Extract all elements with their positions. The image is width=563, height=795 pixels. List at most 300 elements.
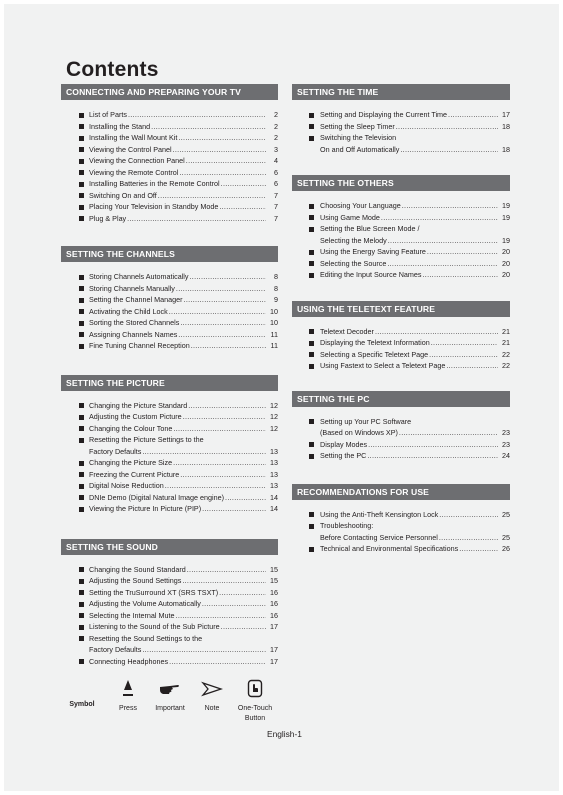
toc-entry-page: 15 <box>270 576 278 585</box>
toc-entry-line <box>320 132 510 144</box>
toc-section <box>61 84 278 224</box>
toc-entry[interactable] <box>61 457 278 469</box>
left-column <box>61 84 278 667</box>
toc-entry-line <box>89 575 278 587</box>
toc-entry[interactable] <box>292 132 510 155</box>
toc-entry[interactable] <box>292 520 510 543</box>
dot-leader <box>178 132 266 144</box>
dot-leader <box>219 201 266 213</box>
toc-entry-page: 12 <box>270 412 278 421</box>
toc-entry-title: Technical and Environmental Specifications <box>320 544 459 553</box>
toc-entry-page: 2 <box>274 121 278 131</box>
dot-leader <box>381 212 498 224</box>
toc-entry-title: Fine Tuning Channel Reception <box>89 341 190 350</box>
square-bullet-icon <box>79 415 84 420</box>
toc-entry-title: Changing the Sound Standard <box>89 564 186 574</box>
dot-leader <box>431 337 498 349</box>
dot-leader <box>387 258 498 270</box>
square-bullet-icon <box>79 602 84 607</box>
toc-entry-title: Viewing the Remote Control <box>89 167 179 177</box>
section-header: CONNECTING AND PREPARING YOUR TV <box>61 84 278 100</box>
toc-entry-line <box>89 190 278 202</box>
toc-entry-line <box>89 340 278 352</box>
toc-entry-line <box>89 306 278 318</box>
toc-entry-page: 20 <box>502 258 510 268</box>
toc-entry[interactable] <box>292 223 510 246</box>
toc-entry-page: 13 <box>270 446 278 456</box>
toc-entry-line <box>89 434 278 446</box>
dot-leader <box>225 492 266 504</box>
section-header: SETTING THE PC <box>292 391 510 407</box>
toc-entry-page: 22 <box>502 361 510 370</box>
toc-entry-line <box>320 223 510 235</box>
dot-leader <box>127 213 266 225</box>
toc-entry-title: Adjusting the Volume Automatically <box>89 599 201 608</box>
toc-entry-line <box>320 439 510 451</box>
dot-leader <box>439 509 498 521</box>
square-bullet-icon <box>309 227 314 232</box>
toc-entry-line <box>89 457 278 469</box>
toc-entry[interactable] <box>292 509 510 521</box>
toc-entry[interactable] <box>61 213 278 225</box>
dot-leader <box>202 503 266 515</box>
toc-entry-page: 18 <box>502 121 510 131</box>
dot-leader <box>439 532 498 544</box>
toc-entry-line <box>89 656 278 668</box>
toc-entry-title: Using the Energy Saving Feature <box>320 247 426 256</box>
toc-entry-title: Freezing the Current Picture <box>89 469 180 479</box>
dot-leader <box>183 411 266 423</box>
toc-entry-title: Teletext Decoder <box>320 326 374 336</box>
note-arrow-icon <box>194 678 230 700</box>
toc-entry-title: Selecting the Source <box>320 258 387 268</box>
toc-entry[interactable] <box>61 621 278 633</box>
square-bullet-icon <box>79 567 84 572</box>
toc-entry[interactable] <box>292 439 510 451</box>
symbol-important <box>148 678 192 714</box>
toc-entry-title: Before Contacting Service Personnel <box>320 532 438 542</box>
toc-section <box>61 539 278 668</box>
square-bullet-icon <box>309 512 314 517</box>
toc-entry[interactable] <box>61 132 278 144</box>
toc-entry[interactable] <box>61 167 278 179</box>
toc-entry[interactable] <box>61 492 278 504</box>
square-bullet-icon <box>309 215 314 220</box>
toc-list <box>61 262 278 352</box>
toc-entry[interactable] <box>61 575 278 587</box>
square-bullet-icon <box>309 113 314 118</box>
toc-entry-page: 13 <box>270 469 278 479</box>
toc-entry-line <box>320 349 510 361</box>
toc-entry-title: Using the Anti-Theft Kensington Lock <box>320 509 439 519</box>
dot-leader <box>142 446 266 458</box>
toc-entry[interactable] <box>292 269 510 281</box>
square-bullet-icon <box>79 461 84 466</box>
toc-entry[interactable] <box>61 294 278 306</box>
toc-entry-page: 7 <box>274 202 278 211</box>
toc-entry-line <box>89 201 278 213</box>
dot-leader <box>367 450 498 462</box>
square-bullet-icon <box>309 273 314 278</box>
toc-entry[interactable] <box>61 155 278 167</box>
toc-entry[interactable] <box>61 201 278 213</box>
square-bullet-icon <box>79 636 84 641</box>
dot-leader <box>202 598 266 610</box>
square-bullet-icon <box>309 124 314 129</box>
toc-entry-page: 17 <box>270 656 278 666</box>
toc-list <box>61 555 278 668</box>
dot-leader <box>186 155 266 167</box>
toc-entry-line <box>89 329 278 341</box>
toc-entry[interactable] <box>61 190 278 202</box>
toc-section <box>292 391 510 462</box>
symbol-one-touch-label-1: One-Touch <box>237 705 273 712</box>
square-bullet-icon <box>79 426 84 431</box>
toc-entry-title: Assigning Channels Names <box>89 329 178 339</box>
square-bullet-icon <box>79 403 84 408</box>
dot-leader <box>187 564 266 576</box>
toc-entry-title: Factory Defaults <box>89 645 142 654</box>
square-bullet-icon <box>79 205 84 210</box>
toc-entry[interactable] <box>61 144 278 156</box>
dot-leader <box>396 121 498 133</box>
toc-entry[interactable] <box>61 480 278 492</box>
toc-entry-title: Choosing Your Language <box>320 201 401 210</box>
dot-leader <box>368 439 498 451</box>
toc-entry-title: Adjusting the Custom Picture <box>89 412 182 421</box>
toc-entry-line <box>89 121 278 133</box>
toc-section <box>292 84 510 155</box>
square-bullet-icon <box>309 524 314 529</box>
toc-entry[interactable] <box>61 317 278 329</box>
toc-entry-line <box>320 326 510 338</box>
toc-entry-title: Installing the Stand <box>89 121 151 131</box>
one-touch-button-icon <box>232 678 278 700</box>
toc-entry-page: 19 <box>502 201 510 210</box>
toc-entry-page: 21 <box>502 338 510 347</box>
toc-entry[interactable] <box>61 503 278 515</box>
symbol-legend <box>62 678 292 728</box>
toc-list <box>292 407 510 462</box>
toc-entry-line <box>89 423 278 435</box>
toc-entry-line <box>320 246 510 258</box>
toc-entry[interactable] <box>61 109 278 121</box>
toc-entry-page: 25 <box>502 532 510 542</box>
square-bullet-icon <box>79 298 84 303</box>
toc-list <box>292 317 510 372</box>
toc-entry[interactable] <box>292 212 510 224</box>
toc-entry-title: Setting the TruSurround XT (SRS TSXT) <box>89 587 219 597</box>
dot-leader <box>142 644 266 656</box>
square-bullet-icon <box>79 147 84 152</box>
toc-entry[interactable] <box>61 121 278 133</box>
toc-entry-page: 14 <box>270 504 278 513</box>
toc-entry-page: 7 <box>274 190 278 200</box>
toc-entry-title: Troubleshooting: <box>320 521 374 530</box>
toc-entry-title: Plug & Play <box>89 213 127 223</box>
dot-leader <box>165 480 266 492</box>
toc-entry[interactable] <box>61 178 278 190</box>
toc-entry-line <box>89 564 278 576</box>
square-bullet-icon <box>309 419 314 424</box>
symbol-one-touch-label-2: Button <box>244 715 266 722</box>
toc-entry[interactable] <box>61 610 278 622</box>
toc-entry-page: 9 <box>274 295 278 304</box>
toc-entry-line <box>89 294 278 306</box>
toc-entry-page: 17 <box>270 622 278 631</box>
toc-entry[interactable] <box>61 587 278 599</box>
toc-entry[interactable] <box>292 121 510 133</box>
right-column <box>292 84 510 555</box>
square-bullet-icon <box>79 625 84 630</box>
toc-entry-line <box>320 200 510 212</box>
toc-entry-line <box>89 109 278 121</box>
toc-entry-page: 17 <box>502 110 510 119</box>
dot-leader <box>180 317 266 329</box>
toc-entry-line <box>89 446 278 458</box>
symbol-important-label: Important <box>155 705 185 712</box>
dot-leader <box>128 109 266 121</box>
toc-entry-page: 18 <box>502 144 510 154</box>
toc-entry-title: Resetting the Picture Settings to the <box>89 435 204 444</box>
toc-entry-title: Setting the Sleep Timer <box>320 121 395 131</box>
square-bullet-icon <box>309 454 314 459</box>
toc-entry-line <box>89 400 278 412</box>
toc-entry-title: Adjusting the Sound Settings <box>89 576 182 585</box>
toc-entry-line <box>320 212 510 224</box>
square-bullet-icon <box>309 136 314 141</box>
toc-entry-page: 3 <box>274 144 278 154</box>
toc-entry-line <box>320 337 510 349</box>
section-header: SETTING THE TIME <box>292 84 510 100</box>
toc-entry[interactable] <box>292 450 510 462</box>
toc-entry-page: 17 <box>270 645 278 654</box>
toc-entry[interactable] <box>292 349 510 361</box>
toc-entry[interactable] <box>292 337 510 349</box>
toc-entry-title: DNIe Demo (Digital Natural Image engine) <box>89 492 225 502</box>
toc-entry-title: Changing the Picture Size <box>89 458 173 467</box>
toc-entry[interactable] <box>292 109 510 121</box>
toc-entry-title: Placing Your Television in Standby Mode <box>89 202 219 211</box>
square-bullet-icon <box>309 442 314 447</box>
toc-entry-title: Sorting the Stored Channels <box>89 318 180 327</box>
toc-entry-title: Digital Noise Reduction <box>89 481 164 490</box>
toc-entry-title: Display Modes <box>320 439 368 449</box>
toc-section <box>292 301 510 372</box>
toc-entry[interactable] <box>292 326 510 338</box>
toc-entry[interactable] <box>292 258 510 270</box>
square-bullet-icon <box>79 332 84 337</box>
toc-entry[interactable] <box>292 416 510 439</box>
toc-entry-page: 8 <box>274 283 278 293</box>
toc-entry-title: Selecting a Specific Teletext Page <box>320 349 429 359</box>
toc-entry-title: (Based on Windows XP) <box>320 428 398 437</box>
toc-entry-line <box>89 492 278 504</box>
dot-leader <box>189 271 266 283</box>
press-icon <box>108 678 148 700</box>
toc-entry-page: 16 <box>270 610 278 620</box>
square-bullet-icon <box>309 547 314 552</box>
toc-entry-title: Selecting the Internal Mute <box>89 610 175 620</box>
toc-entry-line <box>320 509 510 521</box>
dot-leader <box>182 575 266 587</box>
toc-entry-line <box>89 621 278 633</box>
section-header: SETTING THE OTHERS <box>292 175 510 191</box>
toc-entry-title: Setting the Channel Manager <box>89 295 183 304</box>
toc-entry[interactable] <box>292 360 510 372</box>
toc-entry[interactable] <box>61 564 278 576</box>
toc-entry-line <box>89 587 278 599</box>
toc-entry-page: 10 <box>270 318 278 327</box>
toc-entry-line <box>320 450 510 462</box>
square-bullet-icon <box>309 364 314 369</box>
toc-list <box>61 391 278 515</box>
square-bullet-icon <box>79 124 84 129</box>
symbol-one-touch <box>232 678 278 724</box>
toc-entry-line <box>320 235 510 247</box>
toc-entry[interactable] <box>61 434 278 457</box>
toc-entry[interactable] <box>292 543 510 555</box>
square-bullet-icon <box>79 170 84 175</box>
dot-leader <box>448 109 498 121</box>
square-bullet-icon <box>79 182 84 187</box>
toc-entry-title: Editing the Input Source Names <box>320 270 422 279</box>
toc-entry-title: Setting the Blue Screen Mode / <box>320 224 420 233</box>
toc-entry-line <box>89 283 278 295</box>
toc-entry-title: Viewing the Control Panel <box>89 144 172 154</box>
toc-entry-line <box>89 213 278 225</box>
toc-entry-line <box>320 109 510 121</box>
toc-entry-page: 23 <box>502 439 510 449</box>
toc-entry-title: Connecting Headphones <box>89 656 169 666</box>
dot-leader <box>173 144 266 156</box>
toc-entry-title: Setting up Your PC Software <box>320 416 412 426</box>
toc-entry-line <box>320 258 510 270</box>
toc-entry-title: Viewing the Connection Panel <box>89 156 185 165</box>
toc-entry-page: 14 <box>270 492 278 502</box>
toc-section <box>292 175 510 281</box>
square-bullet-icon <box>79 321 84 326</box>
toc-section <box>292 484 510 555</box>
dot-leader <box>173 457 266 469</box>
toc-entry[interactable] <box>61 423 278 435</box>
toc-list <box>292 100 510 155</box>
toc-entry-line <box>320 427 510 439</box>
dot-leader <box>151 121 266 133</box>
toc-entry[interactable] <box>61 633 278 656</box>
toc-entry-line <box>320 121 510 133</box>
square-bullet-icon <box>79 193 84 198</box>
toc-entry[interactable] <box>292 200 510 212</box>
toc-entry-title: Displaying the Teletext Information <box>320 338 430 347</box>
dot-leader <box>399 427 498 439</box>
square-bullet-icon <box>79 590 84 595</box>
square-bullet-icon <box>79 159 84 164</box>
dot-leader <box>459 543 498 555</box>
toc-entry-page: 11 <box>270 329 278 339</box>
square-bullet-icon <box>309 352 314 357</box>
square-bullet-icon <box>79 438 84 443</box>
toc-entry[interactable] <box>61 283 278 295</box>
toc-entry[interactable] <box>61 656 278 668</box>
toc-entry-line <box>89 178 278 190</box>
toc-entry[interactable] <box>292 246 510 258</box>
toc-entry-title: Activating the Child Lock <box>89 306 168 316</box>
toc-entry[interactable] <box>61 400 278 412</box>
square-bullet-icon <box>79 495 84 500</box>
dot-leader <box>180 469 266 481</box>
square-bullet-icon <box>79 659 84 664</box>
page-footer: English-1 <box>267 729 302 739</box>
hand-pointing-icon <box>148 678 192 700</box>
dot-leader <box>429 349 498 361</box>
section-header: SETTING THE CHANNELS <box>61 246 278 262</box>
toc-entry-page: 15 <box>270 564 278 574</box>
toc-entry-page: 6 <box>274 179 278 188</box>
toc-entry[interactable] <box>61 271 278 283</box>
toc-entry[interactable] <box>61 598 278 610</box>
toc-entry-title: Using Fastext to Select a Teletext Page <box>320 361 446 370</box>
toc-entry-line <box>89 503 278 515</box>
dot-leader <box>188 400 266 412</box>
symbol-note <box>194 678 230 714</box>
square-bullet-icon <box>79 136 84 141</box>
dot-leader <box>169 656 266 668</box>
square-bullet-icon <box>79 309 84 314</box>
toc-entry-title: Storing Channels Manually <box>89 283 175 293</box>
toc-entry-page: 19 <box>502 212 510 222</box>
square-bullet-icon <box>79 286 84 291</box>
square-bullet-icon <box>309 204 314 209</box>
toc-entry-title: Installing Batteries in the Remote Control <box>89 179 220 188</box>
toc-list <box>61 100 278 224</box>
section-header: SETTING THE PICTURE <box>61 375 278 391</box>
square-bullet-icon <box>79 113 84 118</box>
toc-entry[interactable] <box>61 329 278 341</box>
dot-leader <box>221 621 266 633</box>
dot-leader <box>173 423 266 435</box>
toc-entry-line <box>89 610 278 622</box>
symbol-press <box>108 678 148 714</box>
toc-entry[interactable] <box>61 340 278 352</box>
toc-entry-line <box>89 469 278 481</box>
toc-entry[interactable] <box>61 411 278 423</box>
section-header: RECOMMENDATIONS FOR USE <box>292 484 510 500</box>
toc-entry-page: 23 <box>502 428 510 437</box>
square-bullet-icon <box>309 341 314 346</box>
toc-entry-page: 16 <box>270 587 278 597</box>
symbol-note-label: Note <box>204 705 220 712</box>
dot-leader <box>179 167 266 179</box>
toc-entry-page: 16 <box>270 599 278 608</box>
toc-entry-title: Storing Channels Automatically <box>89 272 189 281</box>
toc-entry-page: 7 <box>274 213 278 223</box>
dot-leader <box>176 283 266 295</box>
dot-leader <box>446 360 498 372</box>
toc-entry-line <box>89 317 278 329</box>
square-bullet-icon <box>79 613 84 618</box>
dot-leader <box>422 269 498 281</box>
toc-entry[interactable] <box>61 306 278 318</box>
square-bullet-icon <box>309 329 314 334</box>
symbol-legend-label <box>62 700 102 710</box>
toc-entry-line <box>320 543 510 555</box>
dot-leader <box>178 329 266 341</box>
square-bullet-icon <box>309 250 314 255</box>
dot-leader <box>191 340 266 352</box>
toc-entry[interactable] <box>61 469 278 481</box>
dot-leader <box>184 294 266 306</box>
